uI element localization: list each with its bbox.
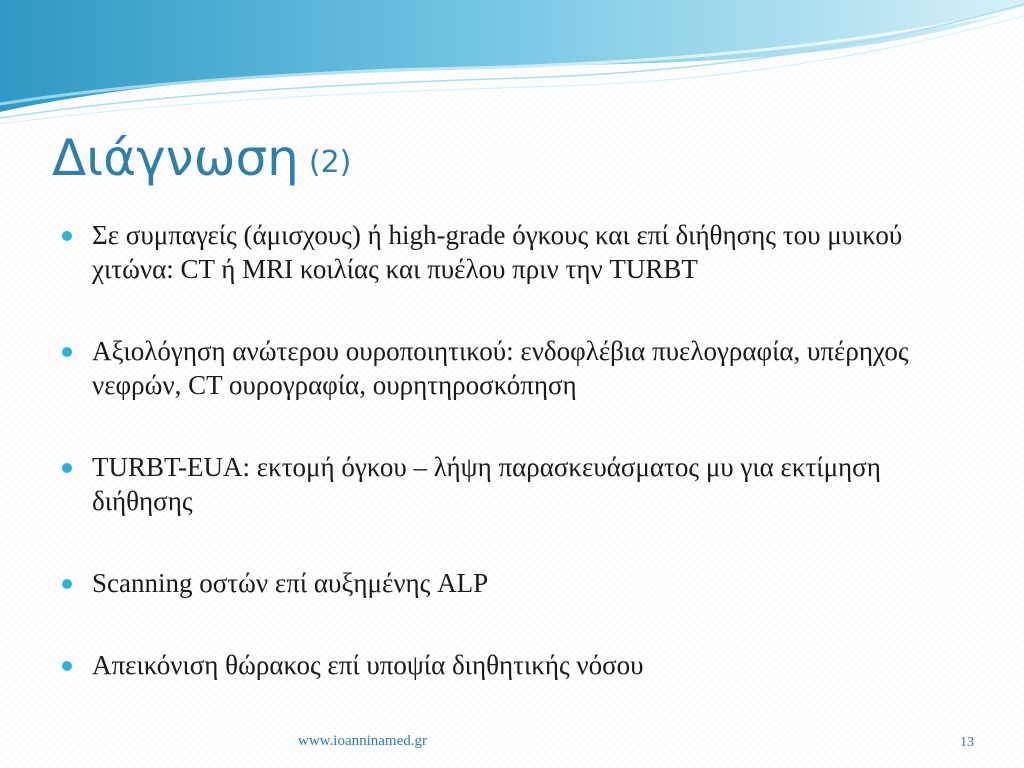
bullet-text: Αξιολόγηση ανώτερου ουροποιητικού: ενδοφλέβια πυελογραφία, υπέρηχος νεφρών, CT ουρογραφία, ουρητηροσκόπηση	[92, 336, 909, 400]
bullet-item	[62, 648, 982, 682]
bullet-item	[62, 450, 982, 518]
bullet-dot-icon	[62, 661, 72, 671]
footer-url: www.ioanninamed.gr	[298, 733, 427, 749]
bullet-dot-icon	[62, 463, 72, 473]
bullet-item	[62, 566, 982, 600]
slide-title-text: Διάγνωση	[52, 129, 299, 187]
page-number: 13	[960, 735, 974, 750]
bullet-dot-icon	[62, 579, 72, 589]
bullet-item	[62, 218, 982, 286]
header-wave-decoration	[0, 0, 1024, 130]
bullet-dot-icon	[62, 347, 72, 357]
bullet-text: TURBT-EUA: εκτομή όγκου – λήψη παρασκευάσματος μυ για εκτίμηση διήθησης	[92, 452, 881, 516]
bullet-item	[62, 334, 982, 402]
slide-title-number: (2)	[308, 145, 352, 180]
bullet-text: Σε συμπαγείς (άμισχους) ή high-grade όγκους και επί διήθησης του μυικού χιτώνα: CT ή MRI κοιλίας και πυέλου πριν την TURBT	[92, 220, 903, 284]
bullet-text: Απεικόνιση θώρακος επί υποψία διηθητικής νόσου	[92, 650, 644, 680]
bullet-list	[62, 218, 982, 730]
bullet-text: Scanning οστών επί αυξημένης ALP	[92, 568, 489, 598]
slide-title	[52, 128, 351, 188]
bullet-dot-icon	[62, 231, 72, 241]
